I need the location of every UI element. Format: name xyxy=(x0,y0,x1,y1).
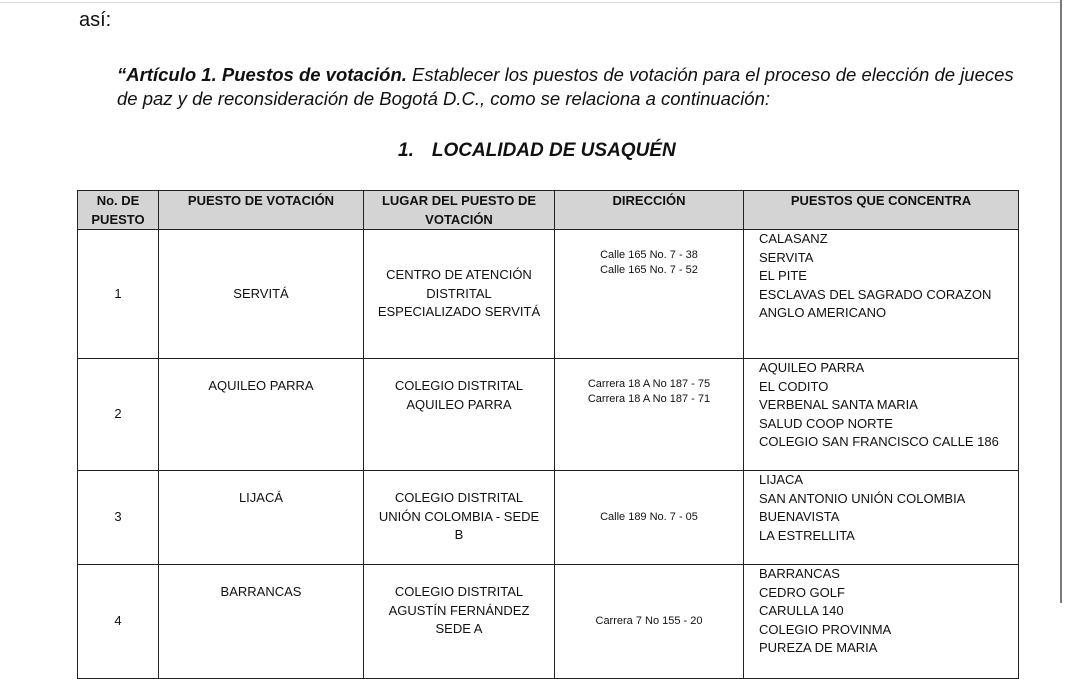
row-number: 1 xyxy=(78,230,159,359)
table-row xyxy=(78,230,1019,359)
concentra-item: SAN ANTONIO UNIÓN COLOMBIA xyxy=(759,490,966,506)
direccion-line: Calle 189 No. 7 - 05 xyxy=(600,511,698,523)
row-direccion xyxy=(555,471,744,565)
row-puesto: AQUILEO PARRA xyxy=(159,359,364,471)
row-direccion xyxy=(555,359,744,471)
article-paragraph xyxy=(117,63,1017,111)
row-lugar xyxy=(364,565,555,679)
lugar-line: COLEGIO DISTRITAL xyxy=(394,490,524,505)
section-number: 1. xyxy=(398,140,414,161)
concentra-item: VERBENAL SANTA MARIA xyxy=(759,397,918,412)
header-puesto-votacion: PUESTO DE VOTACIÓN xyxy=(159,191,364,230)
row-concentra xyxy=(744,359,1019,471)
concentra-item: COLEGIO PROVINMA xyxy=(759,621,892,637)
row-number: 3 xyxy=(78,471,159,565)
lugar-line: SEDE A xyxy=(435,621,483,636)
concentra-item: PUREZA DE MARIA xyxy=(759,640,878,655)
concentra-item: LIJACA xyxy=(759,472,804,487)
direccion-line: Carrera 18 A No 187 - 75 xyxy=(587,378,711,390)
concentra-item: CEDRO GOLF xyxy=(759,584,845,600)
concentra-item: BARRANCAS xyxy=(759,566,840,581)
lugar-line: B xyxy=(454,527,464,542)
article-lead: “Artículo 1. Puestos de votación. xyxy=(117,64,407,85)
concentra-item: COLEGIO SAN FRANCISCO CALLE 186 xyxy=(759,434,999,449)
page-top-edge xyxy=(0,2,1061,3)
table-row xyxy=(78,471,1019,565)
direccion-line: Calle 165 No. 7 - 52 xyxy=(600,264,698,276)
header-puestos-concentra: PUESTOS QUE CONCENTRA xyxy=(744,191,1019,230)
row-puesto: SERVITÁ xyxy=(159,230,364,359)
lugar-line: AGUSTÍN FERNÁNDEZ xyxy=(388,602,530,618)
row-direccion xyxy=(555,230,744,359)
row-lugar xyxy=(364,230,555,359)
concentra-item: BUENAVISTA xyxy=(759,509,840,524)
lugar-line: COLEGIO DISTRITAL xyxy=(394,584,524,599)
row-lugar xyxy=(364,359,555,471)
lugar-line: COLEGIO DISTRITAL xyxy=(394,378,524,393)
row-direccion xyxy=(555,565,744,679)
article-body: Establecer los puestos de votación para el proceso de elección de jueces de paz y de reconsideración de Bogotá D.C., como se relaciona a continuación: xyxy=(117,64,1014,109)
direccion-line: Carrera 7 No 155 - 20 xyxy=(595,615,703,627)
row-puesto: BARRANCAS xyxy=(159,565,364,679)
lugar-line: CENTRO DE ATENCIÓN xyxy=(386,267,532,283)
direccion-line: Carrera 18 A No 187 - 71 xyxy=(587,393,711,405)
lugar-line: DISTRITAL xyxy=(426,285,492,301)
header-no-puesto: No. DE PUESTO xyxy=(78,191,159,230)
row-puesto: LIJACÁ xyxy=(159,471,364,565)
lugar-line: UNIÓN COLOMBIA - SEDE xyxy=(378,508,540,524)
table-row xyxy=(78,565,1019,679)
concentra-item: SALUD COOP NORTE xyxy=(759,415,893,431)
lugar-line: ESPECIALIZADO SERVITÁ xyxy=(377,304,541,320)
table-header-row xyxy=(78,191,1019,230)
table-row xyxy=(78,359,1019,471)
row-lugar xyxy=(364,471,555,565)
concentra-item: ANGLO AMERICANO xyxy=(759,305,887,320)
page-right-edge xyxy=(1060,0,1062,603)
section-title xyxy=(398,140,676,162)
concentra-item: SERVITA xyxy=(759,249,814,265)
header-direccion: DIRECCIÓN xyxy=(555,191,744,230)
header-lugar: LUGAR DEL PUESTO DE VOTACIÓN xyxy=(364,191,555,230)
concentra-item: EL PITE xyxy=(759,268,807,283)
row-concentra xyxy=(744,471,1019,565)
direccion-line: Calle 165 No. 7 - 38 xyxy=(600,249,698,261)
concentra-item: ESCLAVAS DEL SAGRADO CORAZON xyxy=(759,286,992,302)
concentra-item: AQUILEO PARRA xyxy=(759,360,865,375)
lugar-line: AQUILEO PARRA xyxy=(406,396,512,412)
polling-stations-table xyxy=(77,190,1019,679)
concentra-item: EL CODITO xyxy=(759,378,829,394)
intro-text: así: xyxy=(79,9,112,31)
row-number: 2 xyxy=(78,359,159,471)
row-concentra xyxy=(744,565,1019,679)
row-number: 4 xyxy=(78,565,159,679)
concentra-item: LA ESTRELLITA xyxy=(759,527,855,543)
row-concentra xyxy=(744,230,1019,359)
section-name: LOCALIDAD DE USAQUÉN xyxy=(431,140,676,161)
concentra-item: CALASANZ xyxy=(759,231,828,246)
concentra-item: CARULLA 140 xyxy=(759,603,844,618)
